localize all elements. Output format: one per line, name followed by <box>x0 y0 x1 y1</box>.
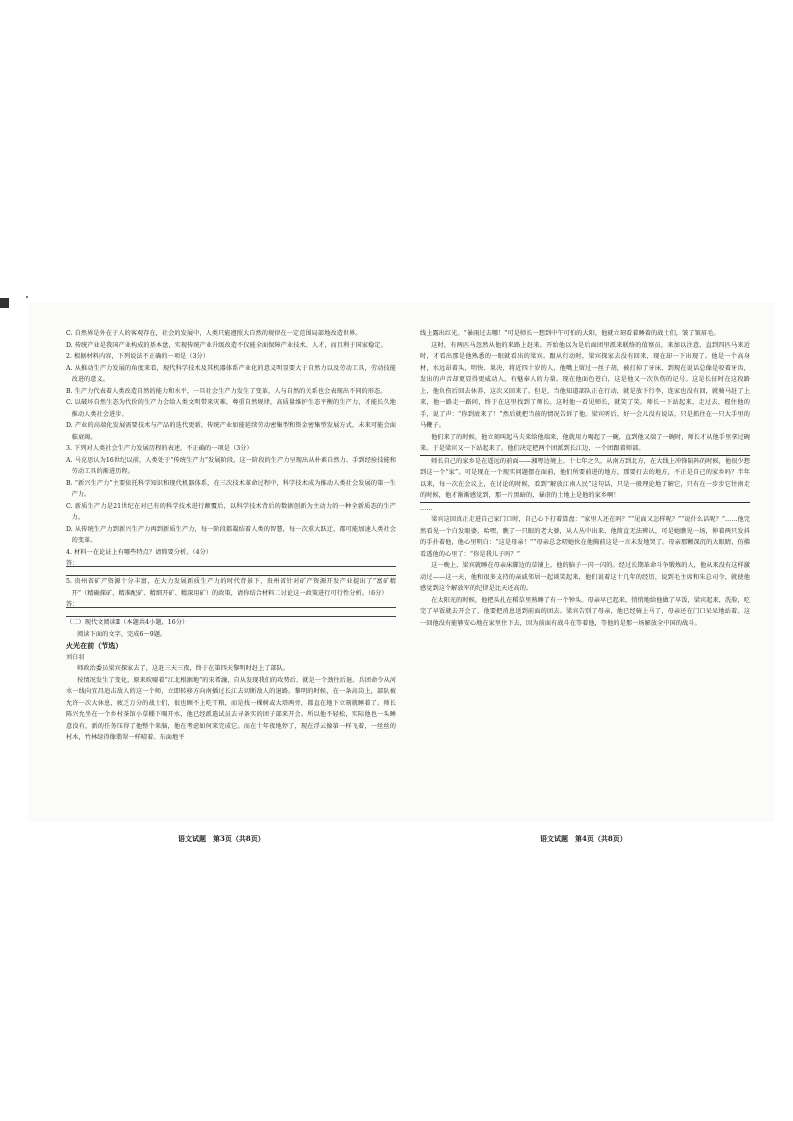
story-paragraph: 在太阳光的时候，他把头扎在稻草里熟睡了有一个钟头。母亲早已起来，悄悄地给他做了早饭，梁宾起来，洗脸，吃完了早饭就去开会了，他要把消息送到前面的团去。梁宾告别了母亲，他已经骑上马了，母亲还在门口呆呆地站着。这一回他没有能够安心地在家里住下去，因为前面有战斗在等着他，等他的是那一场解放全中国的战斗。 <box>420 596 750 627</box>
option-c-q3: C. 新质生产力是21世纪在对已有的科学技术进行颠覆后，以科学技术背后的数据创新为主动力的一种全新质态的生产力。 <box>66 502 396 521</box>
option-c-q2: C. 以破坏自然生态为代价的生产力会给人类文明带来灾难，尊重自然规律，高质量维护生态平衡的生产力，才能长久地推动人类社会进步。 <box>66 399 396 418</box>
story-paragraph: 他们来了的时候，他立刻叫起马夫来给他端来，他就用力喝起了一碗，直到他又端了一碗时，师长才从他手里拿过碗来。于是梁宾又一下站起来了。他们决定把两个团派到长江边，一个团跟着师部。 <box>420 433 750 452</box>
answer-line[interactable] <box>66 567 396 576</box>
option-a-q3: A. 马克思认为16世纪以前，人类处于“传统生产力”发展阶段，这一阶段的生产力呈现出从朴素自然力、手到经验技能和劳动工具的渐进历程。 <box>66 456 396 475</box>
ellipsis-divider: …… <box>420 504 433 512</box>
story-paragraph: 师政治委员梁宾探家去了，这赶三天三夜，终于在第四天黎明时赶上了部队。 <box>77 665 290 672</box>
option-d-q2: D. 产业的高端化发展需要技术与产品的迭代更新，传统产业如能延续劳动密集型和资金密集型发展方式，未来可能会面临衰竭。 <box>66 422 396 441</box>
reading-instruction: 阅读下面的文字，完成6～9题。 <box>77 630 167 638</box>
answer-line[interactable]: 答： <box>66 558 396 567</box>
story-paragraph: 按情况发生了变化，原来吹嘘着“江北根据地”的宋希濂，自从发现我们的攻势后，就是一个劲往后退。兵团命令从河水一线向宜昌追击敌人的这一个师，立即转移方向南插过长江去切断敌人的退路。黎明的时候，在一条高岗上，部队被允许一次大休息，疲乏万分的战士们，很也顾不上吃干粮，而是找一棵树或大塔两旁，都直在地下立刻就睡着了。师长陈兴允坐在一个乡村茶馆小草棚下喝开水，他已经派遣试员去寻条实的团子部来开会。所以他不轻松，实际他也一头睡意没有，新的任务压得了他整个来脑，他在考虑如何来完成它。而在十年夜地停了，现在浮云像第一样飞着，一丝丝的村木，竹林绿得像翡翠一样晴着。东面地平 <box>66 676 396 741</box>
left-column <box>66 328 396 838</box>
article-author: 刘白羽 <box>66 653 85 661</box>
section-heading: （二）现代文阅读Ⅱ（本题共4小题，16分） <box>66 619 189 626</box>
option-c-q1: C. 自然界是外在于人的客观存在，社会的发展中，人类只能遵照大自然的规律在一定范围局部地改造世界。 <box>66 330 362 337</box>
question-4: 4. 材料一在论证上有哪些特点？请简要分析。（4分） <box>66 548 213 556</box>
story-paragraph: 线上露出红光。“暴雨过去哪！”可是师长一想到中午可怕的大阳，他就立刻看着睡着的战士们，皱了皱眉毛。 <box>420 330 720 337</box>
page-footer-left: 语文试题 第3页（共8页） <box>178 834 265 843</box>
answer-line[interactable]: 答： <box>66 599 396 608</box>
option-d-q3: D. 从传统生产力到新兴生产力再到新质生产力，每一阶段都凝结着人类的智慧，每一次重大跃迁，都可能加速人类社会的变革。 <box>66 525 396 544</box>
answer-line[interactable] <box>66 608 396 617</box>
option-d-q1: D. 传统产业是我国产业构成的基本盘，实现传统产业升级改造不仅能全面保障产业技术、人才，而且利于国家稳定。 <box>66 341 387 349</box>
option-a-q2: A. 从推动生产力发展的角度来看，现代科学技术及其机器体系产业化的意义明显要大于自然力以及劳动工具，劳动技能改进的意义。 <box>66 364 396 383</box>
question-3: 3. 下列对人类社会生产力发展历程的表述，不正确的一项是（3分） <box>66 445 253 452</box>
page-footer-right: 语文试题 第4页（共8页） <box>540 834 627 843</box>
right-column <box>420 328 750 838</box>
story-paragraph: 这一晚上，梁宾就睡在母亲床脚边的草铺上，他的脑子一闪一闪的。经过长期革命斗争锻炼的人，他从来没有这样激动过——这一天，他和很多支持的亲戚邻居一起谈笑起来，他们说着这十几年的经历，说到毛主席和朱总司令，就使他感觉到这个解放军的纪律是比天还高的。 <box>420 562 750 592</box>
article-title: 火光在前（节选） <box>66 641 123 650</box>
option-b-q2: B. 生产力代表着人类改造自然的能力和水平，一旦社会生产力发生了变革，人与自然的关系也会表现出不同的形态。 <box>66 387 387 395</box>
story-paragraph: 梁宾这回真正走进自己家门口时，自己心下打着算盘：“家里人还在吗？”“见面又怎样呢？”“说什么话呢？”……他完然看见一个白发眼婆，哈嘿，瞧了一只眼的老大婆，从人丛中出来，他简直无法辨认，可是她瞧见一场，伸着两只发抖的手扑着他，他心里明白：“这是母亲！”“母亲总念叨她伙在他胸前这是一言未发地哭了。母亲那颗深沉的大眼睛，仿佛看透他的心里了：“你是我儿子吗？” <box>420 516 750 558</box>
story-paragraph: 这时，有两匹马忽然从他的来路上赶来。开始他以为是后面团里派来联络的值察员，来加以注意，直到四匹马来近时，才看出那是他熟悉的一眼就看出的梁宾。跟从行动时，梁宾探家去没有回来，现在却一下出现了。他是一个高身材，水远昂着头，明快、果决，将近四十岁的人，他嘴上留过一丝子胡，被打掉了牙床，到现在说话总像是咬着牙齿，发出的声音却更显得更威动人，有魅奉人的力量。现在他面色苍白，这是他又一次负伤的记号。这是长征时在这段路上，他负伤后回去休养，这次又回来了。但是，当他知道部队正在行动，就是放下行李，连家也没有回，就骑马赶了上来，他一路走一路问，终于在这里找到了师长。这时他一看见师长，就笑了笑。师长一下站起来，走过去，握住他的手，说了声：“你到底来了！”然后就把当前的情况告诉了他。梁宾听后，好一会儿没有说话，只是抓住在一只大手里的马鞭子。 <box>420 341 750 429</box>
underlined-passage: 师长自己的家乡是在遥远的前面——湘粤边境上。十七年之久，从南方到北方，在大线上冲锋陷阵的时候，他很少想到这一个“家”。可是现在一个现实问题摆在面前，他们所要前进的地方，那要打去的地方，不正是自己的家乡吗？半年以来，每一次在会议上，在讨论的时候，看到“解放江南人民”这句话，只是一般理论地了解它，只有在一步步它往南走的时候，他才渐渐感觉到，那一片黑暗的，暴虐的土地上是他的家乡啊！ <box>420 455 750 503</box>
scan-edge-mark <box>0 298 9 308</box>
option-b-q3: B. “新兴生产力”主要依托科学知识和现代机器体系，在三次技术革命过程中，科学技术成为推动人类社会发展的第一生产力。 <box>66 479 396 498</box>
question-5: 5. 贵州省矿产资源十分丰富，在大力发展新质生产力的时代背景下，贵州省针对矿产资源开发产业提出了“富矿精开”（精确探矿、精准配矿、精细开矿、精深用矿）的政策，请你结合材料二讨论这一政策进行可行性分析。（6分） <box>66 578 396 597</box>
question-2: 2. 根据材料内容，下列说法不正确的一项是（3分） <box>66 353 209 360</box>
exam-sheet <box>28 302 774 843</box>
scan-mark <box>26 296 28 298</box>
